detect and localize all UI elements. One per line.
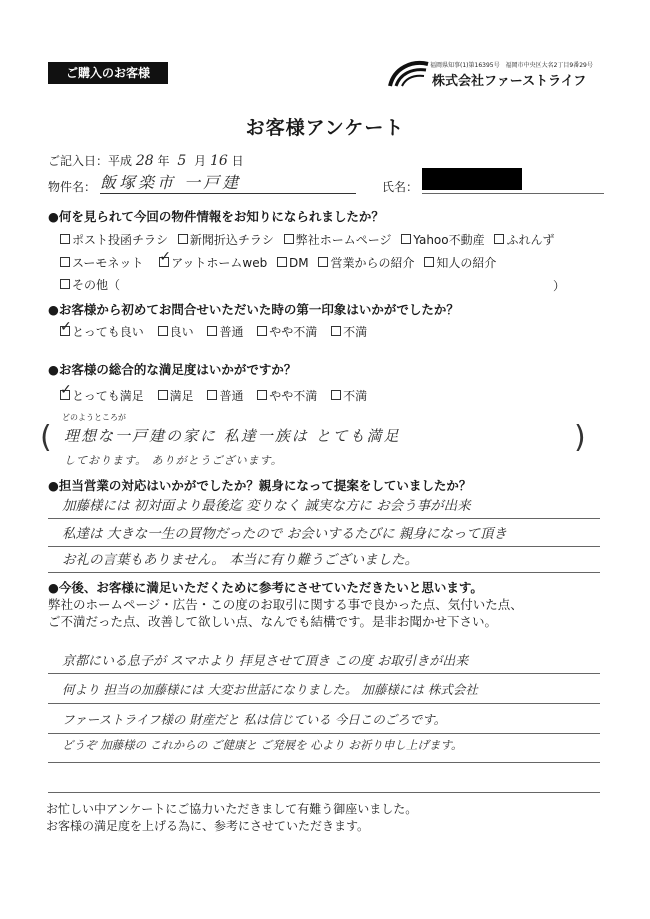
checkbox-icon bbox=[257, 390, 267, 400]
q1-opt-yahoo[interactable]: Yahoo不動産 bbox=[401, 233, 484, 247]
checkbox-icon bbox=[178, 234, 188, 244]
q1-opt-furenzu[interactable]: ふれんず bbox=[494, 233, 554, 247]
q2-opt-good[interactable]: 良い bbox=[158, 325, 194, 339]
q1-opt-homepage[interactable]: 弊社ホームページ bbox=[284, 233, 392, 247]
question-4: ●担当営業の対応はいかがでしたか？親身になって提案をしていましたか？ bbox=[48, 478, 472, 493]
q3-sublabel: どのようところが bbox=[62, 413, 126, 422]
property-name-value: 飯塚楽市 一戸建 bbox=[100, 170, 356, 194]
q3-opt-dissatisfied[interactable]: 不満 bbox=[331, 389, 367, 403]
bracket-right-icon: ) bbox=[574, 420, 586, 455]
checkbox-icon bbox=[277, 257, 287, 267]
checkbox-icon bbox=[318, 257, 328, 267]
checkbox-icon bbox=[158, 390, 168, 400]
q4-rule-3 bbox=[48, 572, 600, 573]
q3-answer-line-2: しております。 ありがとうございます。 bbox=[64, 454, 283, 467]
question-3: ●お客様の総合的な満足度はいかがですか？ bbox=[48, 362, 297, 377]
company-name: 株式会社ファーストライフ bbox=[432, 74, 587, 89]
q1-opt-posting[interactable]: ポスト投函チラシ bbox=[60, 233, 168, 247]
q4-rule-2 bbox=[48, 546, 600, 547]
question-5-line-2: 弊社のホームページ・広告・この度のお取引に関する事で良かった点、気付いた点、 bbox=[48, 597, 523, 612]
q3-opt-very-satisfied[interactable]: ✓ とっても満足 bbox=[60, 382, 144, 403]
q5-rule-3 bbox=[48, 733, 600, 734]
q2-opt-normal[interactable]: 普通 bbox=[207, 325, 243, 339]
q1-opt-athome[interactable]: ✓ アットホームweb bbox=[159, 249, 268, 270]
checkbox-icon bbox=[257, 326, 267, 336]
q1-other-close: ） bbox=[553, 279, 566, 293]
entry-date-year: 28 bbox=[135, 153, 154, 169]
q5-rule-1 bbox=[48, 673, 600, 674]
entry-date-label: ご記入日：平成 bbox=[48, 154, 133, 168]
checkbox-icon bbox=[158, 326, 168, 336]
q2-opt-poor[interactable]: 不満 bbox=[331, 325, 367, 339]
entry-date-month-unit: 月 bbox=[194, 154, 207, 168]
checkbox-icon bbox=[331, 390, 341, 400]
q5-answer-line-4: どうぞ 加藤様の これからの ご健康と ご発展を 心より お祈り申し上げます。 bbox=[62, 738, 463, 752]
q3-opt-satisfied[interactable]: 満足 bbox=[158, 389, 194, 403]
q5-answer-line-1: 京都にいる息子が スマホより 拝見させて頂き この度 お取引きが出来 bbox=[62, 654, 469, 669]
checkbox-icon bbox=[207, 326, 217, 336]
q2-opt-very-good[interactable]: ✓ とっても良い bbox=[60, 319, 144, 339]
q1-opt-other[interactable]: その他（ bbox=[60, 276, 120, 293]
company-address: 福岡県知事(1)第16395号 福岡市中央区大名2丁目9番29号 bbox=[430, 62, 593, 69]
question-5: ●今後、お客様に満足いただくために参考にさせていただきたいと思います。 bbox=[48, 580, 483, 595]
customer-name-label: 氏名： bbox=[382, 180, 419, 194]
customer-name-redaction bbox=[422, 168, 522, 190]
check-mark-icon: ✓ bbox=[159, 249, 171, 265]
entry-date-day: 16 bbox=[209, 153, 228, 169]
checkbox-icon bbox=[424, 257, 434, 267]
footer-line-1: お忙しい中アンケートにご協力いただきまして有難う御座いました。 bbox=[46, 802, 418, 816]
checkbox-icon bbox=[207, 390, 217, 400]
checkbox-icon bbox=[60, 279, 70, 289]
entry-date bbox=[48, 152, 244, 169]
q1-opt-dm[interactable]: DM bbox=[277, 256, 309, 270]
footer-line-2: お客様の満足度を上げる為に、参考にさせていただきます。 bbox=[46, 819, 370, 833]
q1-row2 bbox=[60, 249, 497, 271]
entry-date-day-unit: 日 bbox=[231, 154, 244, 168]
check-mark-icon: ✓ bbox=[60, 382, 72, 398]
checkbox-icon bbox=[60, 257, 70, 267]
q1-opt-suumo[interactable]: スーモネット bbox=[60, 256, 143, 270]
q1-opt-sales-referral[interactable]: 営業からの紹介 bbox=[318, 256, 414, 270]
q4-rule-1 bbox=[48, 518, 600, 519]
bracket-left-icon: ( bbox=[40, 420, 52, 455]
q1-opt-friend-referral[interactable]: 知人の紹介 bbox=[424, 256, 496, 270]
page-title: お客様アンケート bbox=[245, 117, 405, 139]
q5-answer-line-3: ファーストライフ様の 財産だと 私は信じている 今日このごろです。 bbox=[62, 712, 447, 727]
question-5-line-3: ご不満だった点、改善して欲しい点、なんでも結構です。是非お聞かせ下さい。 bbox=[48, 614, 498, 629]
q3-opt-somewhat-dissatisfied[interactable]: やや不満 bbox=[257, 389, 317, 403]
checkbox-icon bbox=[331, 326, 341, 336]
q2-opt-somewhat-poor[interactable]: やや不満 bbox=[257, 325, 317, 339]
q5-rule-4 bbox=[48, 762, 600, 763]
q1-row1 bbox=[60, 231, 554, 248]
question-1: ●何を見られて今回の物件情報をお知りになられましたか？ bbox=[48, 209, 384, 224]
q4-answer-line-2: 私達は 大きな一生の買物だったので お会いするたびに 親身になって頂き bbox=[62, 526, 507, 542]
company-logo-icon bbox=[386, 56, 430, 90]
entry-date-month: 5 bbox=[177, 153, 187, 169]
q5-rule-2 bbox=[48, 703, 600, 704]
q2-options bbox=[60, 319, 368, 340]
q5-answer-line-2: 何より 担当の加藤様には 大変お世話になりました。 加藤様には 株式会社 bbox=[62, 682, 478, 697]
customer-badge: ご購入のお客様 bbox=[48, 62, 168, 84]
question-2: ●お客様から初めてお問合せいただいた時の第一印象はいかがでしたか？ bbox=[48, 302, 459, 317]
checkbox-icon bbox=[401, 234, 411, 244]
q3-answer-line-1: 理想な一戸建の家に 私達一族は とても満足 bbox=[64, 427, 401, 445]
q4-answer-line-1: 加藤様には 初対面より最後迄 変りなく 誠実な方に お会う事が出来 bbox=[62, 498, 471, 514]
entry-date-year-unit: 年 bbox=[157, 154, 170, 168]
checkbox-icon bbox=[284, 234, 294, 244]
customer-name-underline bbox=[422, 193, 604, 194]
check-mark-icon: ✓ bbox=[60, 319, 72, 335]
property-label: 物件名： bbox=[48, 180, 97, 194]
q1-opt-newspaper[interactable]: 新聞折込チラシ bbox=[178, 233, 274, 247]
q5-rule-5 bbox=[48, 792, 600, 793]
q3-opt-normal[interactable]: 普通 bbox=[207, 389, 243, 403]
checkbox-icon bbox=[60, 234, 70, 244]
checkbox-icon bbox=[494, 234, 504, 244]
q4-answer-line-3: お礼の言葉もありません。 本当に有り難うございました。 bbox=[62, 552, 419, 568]
q3-options bbox=[60, 382, 368, 404]
